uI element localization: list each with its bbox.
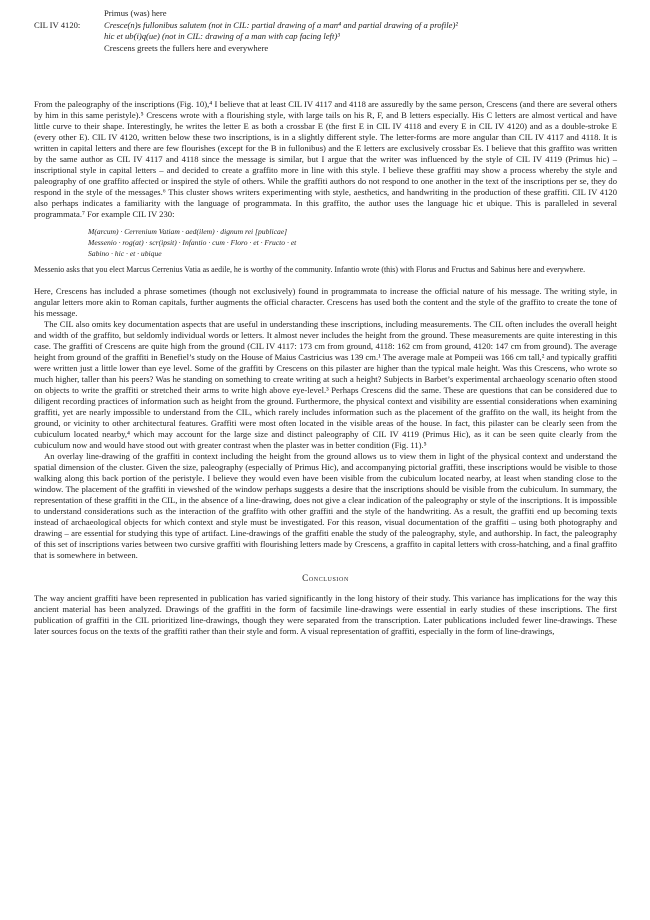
paragraph: An overlay line-drawing of the graffiti in context including the height from the ground allows us to view them in light of the physical context and understand the spatial dimension of the cluster. Given the size, paleography (especially of Primus Hic), and accompanying pictorial graffiti, these inscriptions would be visible to those walking along this back portion of the peristyle. I believe they would even have been visible from the cubiculum located nearby, at least when standing close to the window. The placement of the graffiti in viewshed of the window perhaps suggests a desire that the inscriptions should be visible from the cubiculum. In summary, the representation of these graffiti in the CIL, in the absence of a line-drawing, does not give a clear indication of the paleography or style of the inscriptions. It is impossible to understand considerations such as the interaction of the graffito with other graffiti and the style of the handwriting. As a result, the graffiti end up becoming texts instead of archaeological objects for which context and style must be investigated. For this reason, visual documentation of the graffiti – using both photography and drawing – are essential for studying this type of artifact. Line-drawings of the graffiti enable the study of the paleography, style, and authorship. In fact, the paleography of this set of inscriptions varies between two cursive graffiti with flourishing letters made by Crescens, a graffito in capital letters with cross-hatching, and a final graffito that is somewhere in between. — [34, 450, 617, 560]
inscription-text: Crescens greets the fullers here and everywhere — [104, 42, 269, 53]
inscription-text: hic et ub(i)q(ue) (not in CIL: drawing of a man with cap facing left)³ — [104, 31, 340, 41]
inscription-row — [34, 31, 617, 43]
paragraph: Here, Crescens has included a phrase sometimes (though not exclusively) found in programmata to increase the official nature of his message. The writing style, in angular letters more akin to Roman capitals, further augments the official character. Crescens has used both the content and the style of the graffito to create the tone of his message. — [34, 285, 617, 318]
paragraph: From the paleography of the inscriptions (Fig. 10),⁴ I believe that at least CIL IV 4117 and 4118 are assuredly by the same person, Crescens (and there are several others by him in this same peristyle).⁵ Crescens wrote with a flourishing style, with large tails on his R, F, and B letters especially. His C letters are almost vertical and have little curve to their shape. Interestingly, he writes the letter E as both a crossbar E (the first E in CIL IV 4118 and every E in CIL IV 4120) and as a double-stroke E (every other E). CIL IV 4120, written below these two inscriptions, is in a slightly different style. The letter-forms are more angular than CIL IV 4117 and 4118. It is written in capital letters and there are few flourishes (except for the B in fullonibus) and the E letters are exclusively crossbar Es. I believe that this graffito was written by the same author as CIL IV 4117 and 4118 since the message is similar, but I argue that the writer was influenced by the style of CIL IV 4119 (Primus hic) – inscriptional style in capital letters – and decided to create a graffito more in line with this style. I believe these graffiti may show a process whereby the style and paleography of one graffito affected or inspired the style of others. While the graffiti authors do not respond to one another in the text of the inscriptions per se, they do respond in the style of the messages.⁶ This cluster shows writers experimenting with style, aesthetics, and handwriting in the production of these graffiti. CIL IV 4120 also perhaps indicates a familiarity with the language of programmata. In this graffito, the author uses the language hic et ubique. This is paralleled in several programmata.⁷ For example CIL IV 230: — [34, 99, 617, 219]
inscription-list — [34, 8, 617, 54]
translation: Messenio asks that you elect Marcus Cerrenius Vatia as aedile, he is worthy of the community. Infantio wrote (this) with Florus and Fructus and Sabinus here and everywhere. — [34, 265, 586, 274]
inscription-row — [34, 43, 617, 55]
inscription-text: Primus (was) here — [104, 8, 167, 18]
inscription-row — [34, 20, 617, 32]
inscription-text: Cresce(n)s fullonibus salutem (not in CIL: partial drawing of a man⁴ and partial drawing of a profile)² — [104, 19, 458, 30]
inscription-quote — [88, 226, 617, 259]
section-heading: Conclusion — [302, 572, 349, 583]
paragraph: The way ancient graffiti have been represented in publication has varied significantly in the long history of their study. This variance has implications for the way this ancient material has been analyzed. Drawings of the graffiti in the form of facsimile line-drawings were essential in early studies of these inscriptions. The first publication of graffiti in the CIL prioritized line-drawings, though they were separated from the transcription. Later publications included fewer line-drawings. These later sources focus on the texts of the graffiti rather than their style and form. A visual representation of graffiti, especially in the form of line-drawings, — [34, 592, 617, 636]
body-text — [34, 99, 617, 637]
paragraph: The CIL also omits key documentation aspects that are useful in understanding these inscriptions, including measurements. The CIL often includes the overall height and width of the graffito, but seldomly individual words or letters. It almost never includes the height from the ground. These measurements are quite interesting in this case. The graffiti of Crescens are quite high from the ground (CIL IV 4117: 173 cm from ground, 4118: 162 cm from ground, 4120: 147 cm from ground). The average height from ground of the graffiti in Benefiel’s study on the House of Maius Castricius was 139 cm.¹ The average male at Pompeii was 166 cm tall,² and typically graffiti were written just a little lower than eye level. Some of the graffiti by Crescens on this pilaster are higher than the typical male height. Was this Crescens, who wrote so much higher, taller than his peers? Was he standing on something to create writing at such a height? Subjects in Barbet’s experimental archaeology scenario often stood on objects to write the graffiti or stretched their arms to write high above eye-level.³ Perhaps Crescens did the same. These are questions that can be considered due to diligent recording practices of information such as height from the ground. Furthermore, the physical context and visibility are essential considerations when examining graffiti, yet are nearly impossible to understand from the CIL, which rarely includes information such as the placement of the graffito on the wall, its height from the ground, or vicinity to other architectural features. Graffiti were most often located in the visible areas of the house. In fact, this pilaster can be clearly seen from the cubiculum located nearby,⁴ which may account for the large size and distinct paleography of CIL IV 4119 (Primus Hic), as it can be seen quite clearly from the cubiculum now and would have stood out with greater contrast when the plaster was in better condition (Fig. 11).⁵ — [34, 318, 617, 450]
inscription-line: M(arcum) · Cerrenium Vatiam · aed(ilem) · dignum rei [publicae] — [88, 227, 288, 236]
inscription-line: Messenio · rog(at) · scr(ipsit) · Infantio · cum · Floro · et · Fructo · et — [88, 238, 297, 247]
inscription-row — [34, 8, 617, 20]
inscription-line: Sabino · hic · et · ubique — [88, 249, 162, 258]
inscription-label: CIL IV 4120: — [34, 19, 81, 30]
